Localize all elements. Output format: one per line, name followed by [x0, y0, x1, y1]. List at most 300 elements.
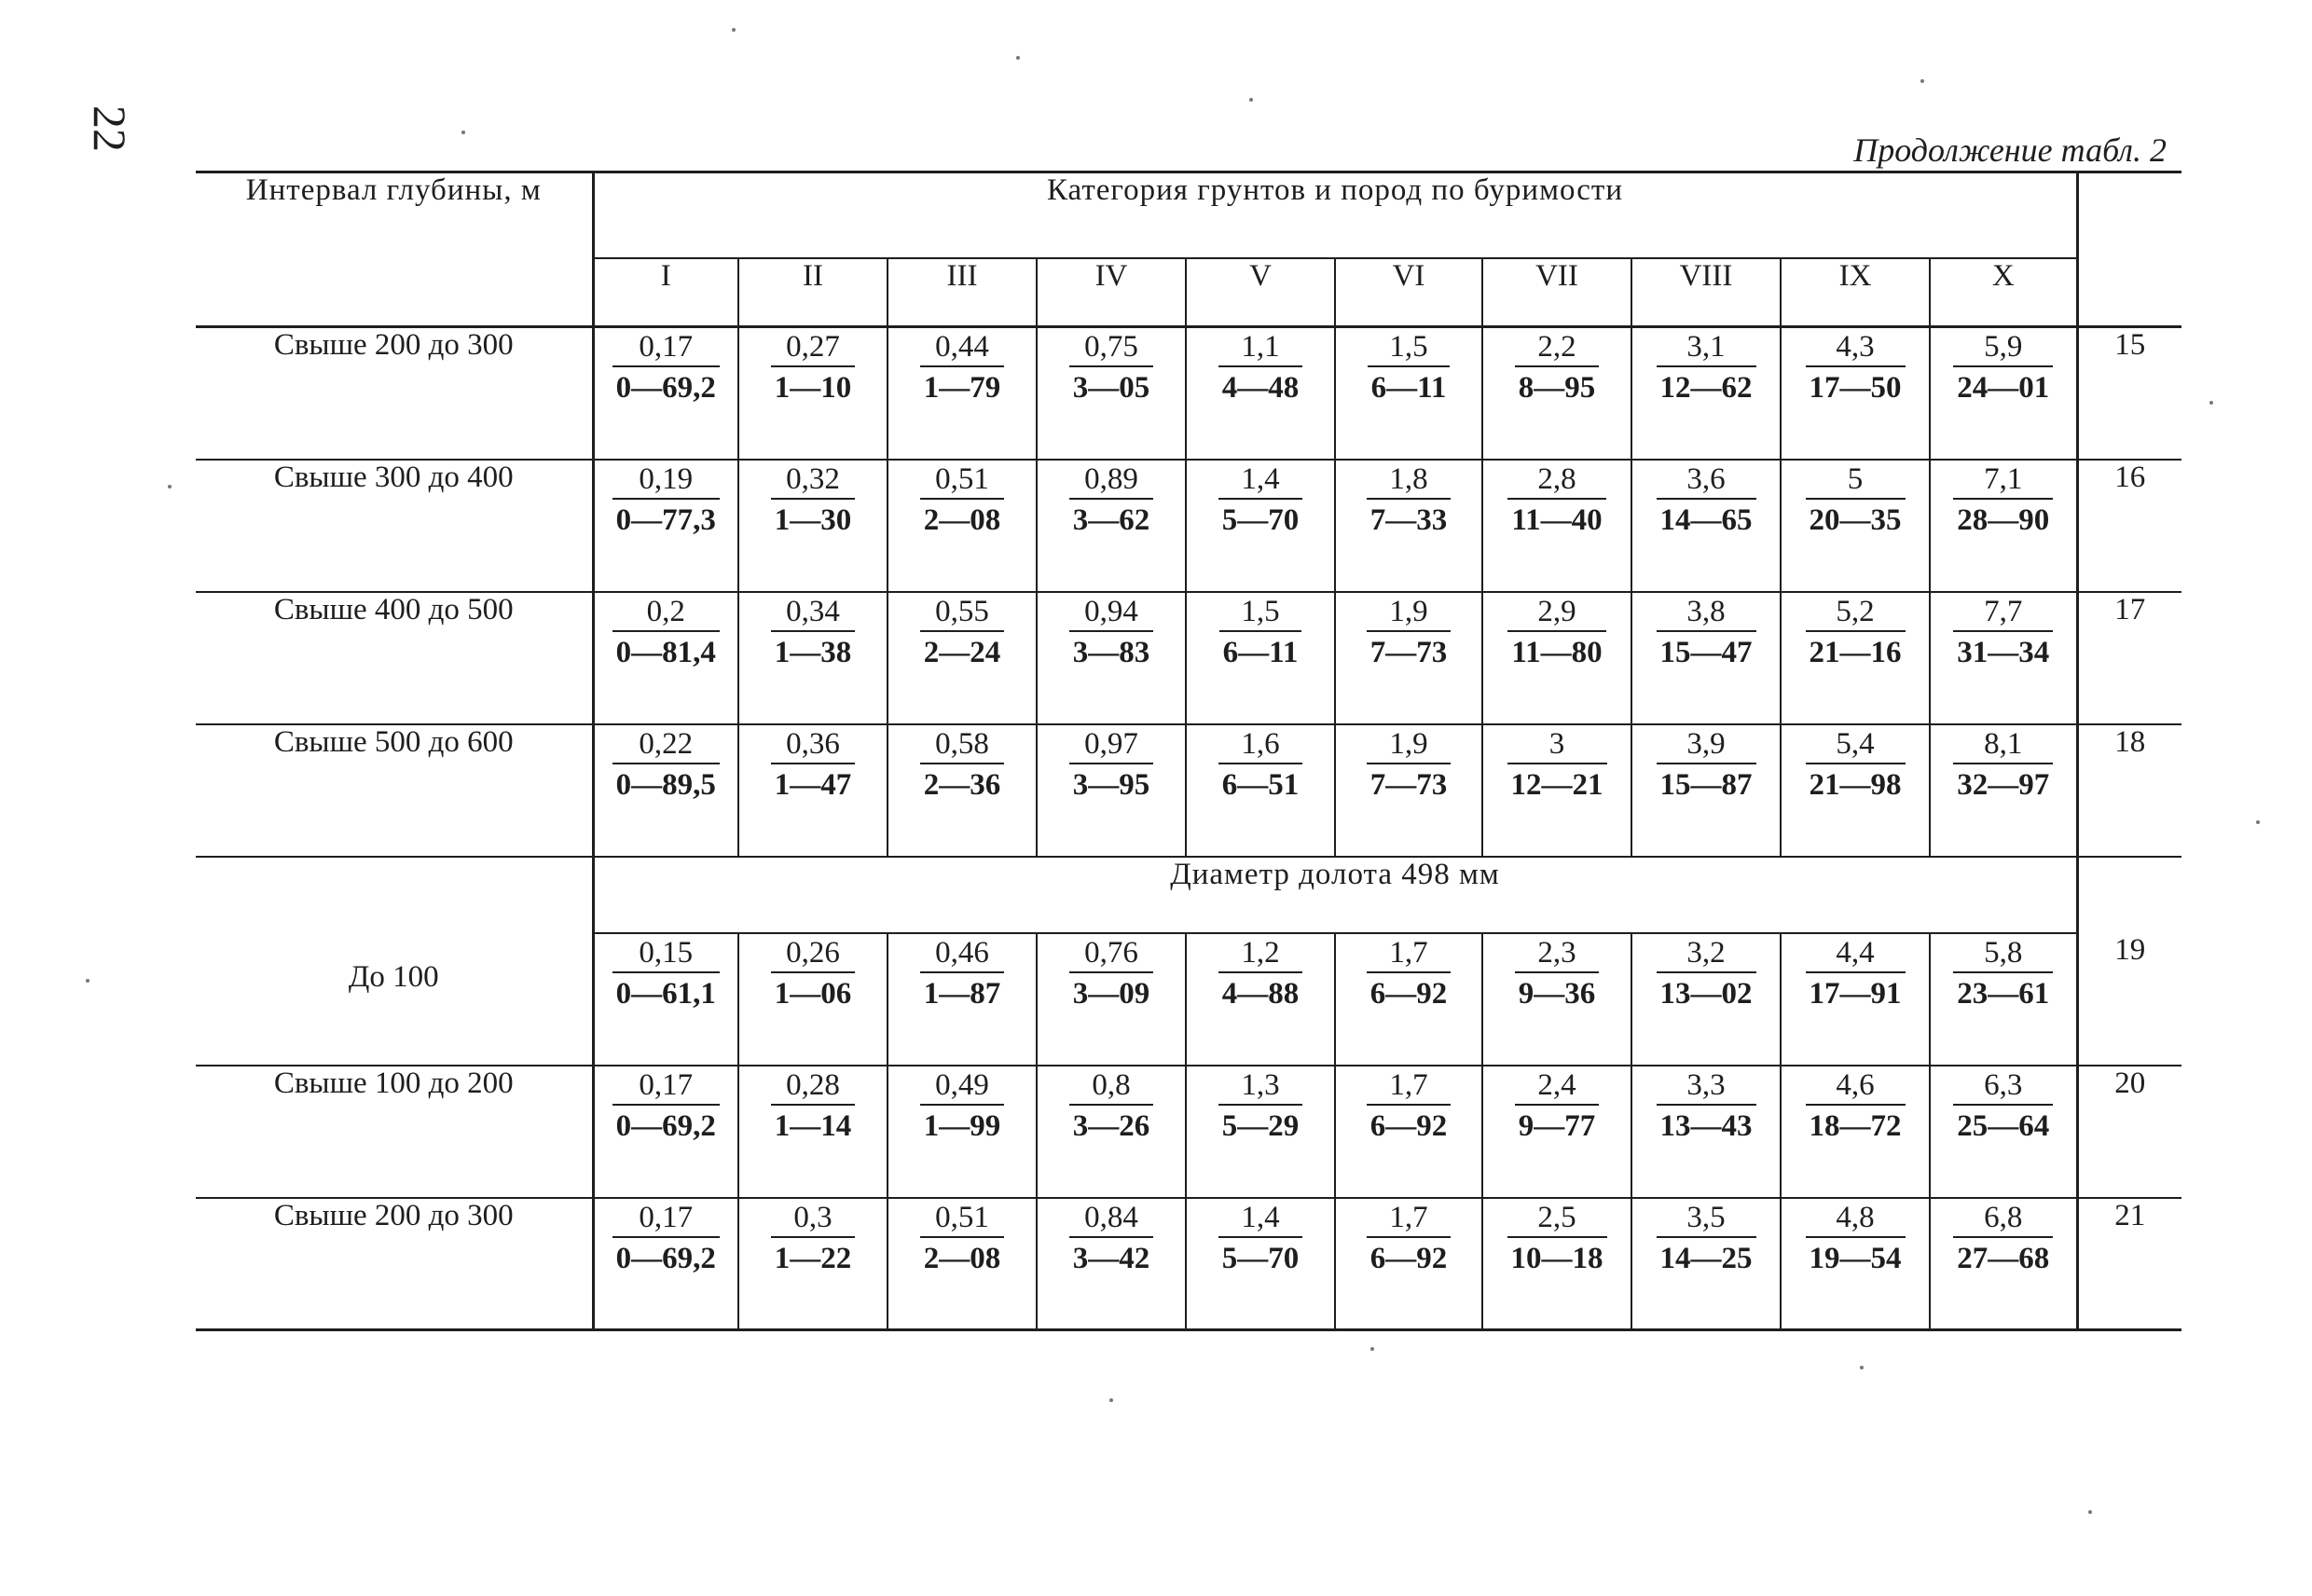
- fraction: [771, 1066, 856, 1147]
- fraction-bottom: 0—69,2: [615, 371, 716, 405]
- data-table: [196, 171, 2181, 1331]
- value-cell: [1186, 460, 1335, 592]
- fraction: [612, 725, 720, 805]
- value-cell: [1631, 592, 1781, 724]
- row-number: 18: [2077, 724, 2181, 857]
- fraction: [1953, 1066, 2053, 1147]
- fraction: [1657, 725, 1756, 805]
- fraction: [1069, 725, 1154, 805]
- fraction-top: 0,55: [920, 593, 1005, 632]
- fraction-top: 1,5: [1368, 328, 1451, 367]
- fraction: [1507, 725, 1607, 805]
- row-number: 17: [2077, 592, 2181, 724]
- fraction-top: 0,19: [612, 461, 720, 500]
- fraction: [771, 593, 856, 673]
- table-row: [196, 327, 2181, 460]
- fraction-top: 3,9: [1657, 725, 1756, 764]
- fraction-top: 2,4: [1515, 1066, 1600, 1106]
- value-cell: [1335, 1066, 1482, 1198]
- fraction-bottom: 5—70: [1221, 502, 1300, 537]
- fraction-bottom: 5—29: [1221, 1108, 1300, 1143]
- value-cell: [1186, 1198, 1335, 1330]
- fraction: [1507, 461, 1605, 541]
- fraction-bottom: 15—87: [1659, 767, 1753, 802]
- fraction-top: 5,2: [1806, 593, 1906, 632]
- value-cell: [1930, 933, 2077, 1066]
- fraction: [771, 461, 856, 541]
- fraction: [1806, 328, 1906, 408]
- value-cell: [738, 1066, 888, 1198]
- value-cell: [1930, 327, 2077, 460]
- fraction: [920, 593, 1005, 673]
- fraction-top: 1,2: [1218, 934, 1303, 973]
- fraction-top: 0,51: [920, 461, 1005, 500]
- category-label: VI: [1335, 258, 1482, 327]
- fraction-bottom: 7—73: [1369, 635, 1448, 669]
- fraction-top: 0,27: [771, 328, 856, 367]
- fraction-bottom: 3—42: [1072, 1241, 1150, 1275]
- fraction-bottom: 3—26: [1072, 1108, 1150, 1143]
- value-cell: [1930, 724, 2077, 857]
- value-cell: [1781, 1066, 1930, 1198]
- fraction-top: 5: [1806, 461, 1906, 500]
- fraction-top: 5,8: [1953, 934, 2053, 973]
- fraction-bottom: 9—36: [1518, 976, 1596, 1011]
- fraction-bottom: 4—88: [1221, 976, 1300, 1011]
- value-cell: [1781, 1198, 1930, 1330]
- fraction-bottom: 10—18: [1510, 1241, 1603, 1275]
- value-cell: [1930, 1066, 2077, 1198]
- depth-interval: Свыше 500 до 600: [196, 724, 593, 857]
- fraction: [771, 328, 856, 408]
- fraction-top: 0,75: [1069, 328, 1154, 367]
- header-row: [196, 172, 2181, 258]
- fraction-top: 2,2: [1515, 328, 1600, 367]
- value-cell: [1482, 327, 1631, 460]
- fraction: [1367, 593, 1452, 673]
- value-cell: [593, 933, 738, 1066]
- fraction-bottom: 1—79: [923, 371, 1001, 405]
- fraction: [1657, 1199, 1756, 1279]
- fraction: [1657, 593, 1756, 673]
- fraction: [1069, 1199, 1154, 1279]
- fraction-bottom: 14—65: [1659, 502, 1753, 537]
- scan-speck: [1920, 79, 1924, 83]
- fraction: [1953, 934, 2053, 1014]
- value-cell: [1781, 592, 1930, 724]
- fraction-top: 3,3: [1657, 1066, 1756, 1106]
- fraction-top: 5,4: [1806, 725, 1906, 764]
- fraction-bottom: 6—11: [1370, 371, 1447, 405]
- fraction: [1806, 725, 1906, 805]
- fraction-bottom: 6—92: [1369, 1241, 1448, 1275]
- category-label: X: [1930, 258, 2077, 327]
- fraction-top: 0,51: [920, 1199, 1005, 1238]
- fraction: [1218, 1199, 1303, 1279]
- fraction: [1367, 1199, 1452, 1279]
- spacer-cell: [2077, 857, 2181, 933]
- scan-speck: [86, 979, 89, 983]
- fraction: [612, 328, 720, 408]
- fraction-top: 0,28: [771, 1066, 856, 1106]
- value-cell: [1482, 933, 1631, 1066]
- value-cell: [593, 724, 738, 857]
- table-row: [196, 1198, 2181, 1330]
- fraction-bottom: 14—25: [1659, 1241, 1753, 1275]
- fraction-top: 7,7: [1953, 593, 2053, 632]
- fraction-top: 0,34: [771, 593, 856, 632]
- category-title: Категория грунтов и пород по буримости: [593, 172, 2077, 258]
- value-cell: [1482, 460, 1631, 592]
- fraction-top: 2,5: [1507, 1199, 1607, 1238]
- fraction: [1806, 593, 1906, 673]
- depth-interval: Свыше 400 до 500: [196, 592, 593, 724]
- fraction-top: 0,44: [920, 328, 1005, 367]
- fraction: [1515, 934, 1600, 1014]
- fraction-top: 1,7: [1367, 1199, 1452, 1238]
- row-number: 21: [2077, 1198, 2181, 1330]
- fraction-top: 0,17: [612, 1199, 720, 1238]
- value-cell: [738, 1198, 888, 1330]
- fraction-bottom: 17—91: [1809, 976, 1902, 1011]
- fraction-top: 4,6: [1806, 1066, 1906, 1106]
- fraction-bottom: 0—77,3: [615, 502, 716, 537]
- fraction-top: 1,6: [1218, 725, 1303, 764]
- fraction-top: 3,5: [1657, 1199, 1756, 1238]
- fraction-top: 0,46: [920, 934, 1005, 973]
- value-cell: [1037, 724, 1186, 857]
- fraction-bottom: 3—05: [1072, 371, 1150, 405]
- value-cell: [1631, 460, 1781, 592]
- fraction-bottom: 11—80: [1511, 635, 1603, 669]
- value-cell: [738, 460, 888, 592]
- fraction-bottom: 3—95: [1072, 767, 1150, 802]
- scan-speck: [1249, 98, 1253, 102]
- fraction-top: 2,9: [1507, 593, 1605, 632]
- fraction: [1218, 725, 1303, 805]
- value-cell: [1186, 1066, 1335, 1198]
- fraction-top: 1,7: [1367, 934, 1452, 973]
- fraction-bottom: 1—99: [923, 1108, 1001, 1143]
- fraction: [1657, 934, 1756, 1014]
- fraction-top: 0,49: [920, 1066, 1005, 1106]
- fraction-bottom: 1—14: [774, 1108, 852, 1143]
- fraction-bottom: 7—33: [1369, 502, 1448, 537]
- row-number: 19: [2077, 933, 2181, 1066]
- fraction: [920, 725, 1005, 805]
- fraction: [771, 725, 856, 805]
- fraction-bottom: 1—10: [774, 371, 852, 405]
- page-number: 22: [84, 105, 136, 152]
- fraction-top: 0,17: [612, 1066, 720, 1106]
- fraction: [1953, 1199, 2053, 1279]
- fraction-bottom: 12—62: [1659, 371, 1753, 405]
- fraction-bottom: 15—47: [1659, 635, 1753, 669]
- fraction: [1069, 934, 1154, 1014]
- fraction: [1953, 461, 2053, 541]
- fraction-bottom: 19—54: [1809, 1241, 1902, 1275]
- scan-speck: [2256, 820, 2260, 824]
- category-label: IX: [1781, 258, 1930, 327]
- value-cell: [1631, 327, 1781, 460]
- value-cell: [1186, 724, 1335, 857]
- category-label: I: [593, 258, 738, 327]
- fraction-top: 1,3: [1218, 1066, 1303, 1106]
- fraction: [612, 461, 720, 541]
- value-cell: [1335, 933, 1482, 1066]
- category-label: IV: [1037, 258, 1186, 327]
- fraction: [1367, 725, 1452, 805]
- fraction: [771, 1199, 856, 1279]
- fraction-bottom: 0—61,1: [615, 976, 716, 1011]
- scan-speck: [732, 28, 736, 32]
- value-cell: [888, 1198, 1037, 1330]
- fraction: [612, 593, 720, 673]
- fraction-bottom: 11—40: [1511, 502, 1603, 537]
- fraction-top: 3,6: [1657, 461, 1756, 500]
- value-cell: [1037, 460, 1186, 592]
- fraction: [920, 328, 1005, 408]
- fraction-top: 3,2: [1657, 934, 1756, 973]
- value-cell: [1631, 1198, 1781, 1330]
- table-row: [196, 592, 2181, 724]
- value-cell: [593, 460, 738, 592]
- fraction-top: 0,97: [1069, 725, 1154, 764]
- value-cell: [1482, 1198, 1631, 1330]
- fraction: [920, 934, 1005, 1014]
- fraction-top: 0,89: [1069, 461, 1154, 500]
- fraction-top: 1,1: [1218, 328, 1303, 367]
- fraction: [771, 934, 856, 1014]
- value-cell: [888, 592, 1037, 724]
- fraction: [920, 461, 1005, 541]
- fraction-bottom: 13—43: [1659, 1108, 1753, 1143]
- fraction-top: 6,3: [1953, 1066, 2053, 1106]
- value-cell: [1930, 1198, 2077, 1330]
- depth-interval: Свыше 200 до 300: [196, 327, 593, 460]
- fraction-bottom: 24—01: [1957, 371, 2050, 405]
- category-label: V: [1186, 258, 1335, 327]
- fraction-bottom: 1—87: [923, 976, 1001, 1011]
- fraction-bottom: 0—69,2: [615, 1108, 716, 1143]
- fraction-top: 0,58: [920, 725, 1005, 764]
- fraction: [1367, 461, 1452, 541]
- value-cell: [888, 724, 1037, 857]
- fraction: [1806, 934, 1906, 1014]
- fraction-top: 3,8: [1657, 593, 1756, 632]
- fraction-top: 1,5: [1219, 593, 1302, 632]
- fraction-bottom: 25—64: [1957, 1108, 2050, 1143]
- table-row: [196, 1066, 2181, 1198]
- fraction-top: 0,3: [771, 1199, 856, 1238]
- fraction-top: 4,4: [1806, 934, 1906, 973]
- fraction-bottom: 3—83: [1072, 635, 1150, 669]
- depth-interval: Свыше 100 до 200: [196, 1066, 593, 1198]
- fraction-bottom: 4—48: [1221, 371, 1300, 405]
- fraction: [1657, 1066, 1756, 1147]
- fraction: [1218, 1066, 1303, 1147]
- fraction-bottom: 3—09: [1072, 976, 1150, 1011]
- row-number: 15: [2077, 327, 2181, 460]
- diameter-title: Диаметр долота 498 мм: [593, 857, 2077, 933]
- fraction-bottom: 6—92: [1369, 976, 1448, 1011]
- fraction-bottom: 1—38: [774, 635, 852, 669]
- fraction: [1515, 328, 1600, 408]
- value-cell: [1037, 1198, 1186, 1330]
- fraction-bottom: 0—81,4: [615, 635, 716, 669]
- table-row: [196, 460, 2181, 592]
- value-cell: [593, 1066, 738, 1198]
- scan-speck: [1109, 1398, 1113, 1402]
- value-cell: [593, 327, 738, 460]
- fraction: [612, 934, 720, 1014]
- value-cell: [738, 933, 888, 1066]
- fraction-top: 1,4: [1218, 461, 1303, 500]
- fraction-top: 0,26: [771, 934, 856, 973]
- value-cell: [593, 592, 738, 724]
- fraction-bottom: 9—77: [1518, 1108, 1596, 1143]
- value-cell: [1186, 933, 1335, 1066]
- scan-speck: [461, 131, 465, 134]
- fraction-bottom: 20—35: [1809, 502, 1902, 537]
- value-cell: [888, 1066, 1037, 1198]
- category-label: VII: [1482, 258, 1631, 327]
- fraction-top: 0,22: [612, 725, 720, 764]
- fraction-bottom: 6—11: [1222, 635, 1299, 669]
- fraction-top: 1,9: [1367, 725, 1452, 764]
- scan-speck: [1016, 56, 1020, 60]
- fraction-bottom: 12—21: [1510, 767, 1603, 802]
- fraction-top: 0,94: [1069, 593, 1154, 632]
- category-label: III: [888, 258, 1037, 327]
- value-cell: [1335, 592, 1482, 724]
- fraction-bottom: 5—70: [1221, 1241, 1300, 1275]
- category-label: VIII: [1631, 258, 1781, 327]
- depth-interval: Свыше 300 до 400: [196, 460, 593, 592]
- scan-speck: [1860, 1366, 1864, 1369]
- value-cell: [1781, 460, 1930, 592]
- value-cell: [738, 327, 888, 460]
- fraction-bottom: 1—22: [774, 1241, 852, 1275]
- fraction-top: 1,4: [1218, 1199, 1303, 1238]
- fraction-bottom: 17—50: [1809, 371, 1902, 405]
- fraction: [1953, 725, 2053, 805]
- fraction: [1657, 461, 1756, 541]
- value-cell: [1781, 724, 1930, 857]
- fraction: [1515, 1066, 1600, 1147]
- value-cell: [1482, 592, 1631, 724]
- fraction-top: 0,84: [1069, 1199, 1154, 1238]
- fraction: [612, 1199, 720, 1279]
- value-cell: [1037, 933, 1186, 1066]
- fraction-top: 5,9: [1953, 328, 2053, 367]
- fraction-top: 0,15: [612, 934, 720, 973]
- value-cell: [888, 933, 1037, 1066]
- value-cell: [1335, 327, 1482, 460]
- fraction-bottom: 1—30: [774, 502, 852, 537]
- fraction: [1953, 328, 2053, 408]
- value-cell: [1335, 724, 1482, 857]
- fraction: [1069, 461, 1154, 541]
- fraction-bottom: 6—51: [1221, 767, 1300, 802]
- fraction-bottom: 21—98: [1809, 767, 1902, 802]
- value-cell: [1037, 327, 1186, 460]
- fraction: [1806, 461, 1906, 541]
- fraction: [1069, 328, 1154, 408]
- fraction: [1806, 1199, 1906, 1279]
- category-label: II: [738, 258, 888, 327]
- fraction-top: 4,8: [1806, 1199, 1906, 1238]
- diameter-row: [196, 857, 2181, 933]
- fraction: [1507, 593, 1605, 673]
- value-cell: [738, 592, 888, 724]
- fraction: [1953, 593, 2053, 673]
- depth-interval: Свыше 200 до 300: [196, 1198, 593, 1330]
- fraction-bottom: 28—90: [1957, 502, 2050, 537]
- fraction-bottom: 31—34: [1957, 635, 2050, 669]
- fraction-bottom: 1—06: [774, 976, 852, 1011]
- value-cell: [1631, 724, 1781, 857]
- fraction-bottom: 2—08: [923, 1241, 1001, 1275]
- fraction: [920, 1066, 1005, 1147]
- fraction-top: 1,9: [1367, 593, 1452, 632]
- fraction-bottom: 2—08: [923, 502, 1001, 537]
- fraction-top: 1,7: [1367, 1066, 1452, 1106]
- fraction-bottom: 7—73: [1369, 767, 1448, 802]
- fraction-top: 6,8: [1953, 1199, 2053, 1238]
- value-cell: [593, 1198, 738, 1330]
- value-cell: [1631, 1066, 1781, 1198]
- fraction-top: 8,1: [1953, 725, 2053, 764]
- value-cell: [1037, 592, 1186, 724]
- value-cell: [1930, 460, 2077, 592]
- fraction-top: 0,8: [1069, 1066, 1154, 1106]
- value-cell: [1482, 724, 1631, 857]
- fraction-bottom: 13—02: [1659, 976, 1753, 1011]
- fraction-top: 4,3: [1806, 328, 1906, 367]
- table-row: [196, 724, 2181, 857]
- fraction-top: 0,17: [612, 328, 720, 367]
- fraction-top: 2,3: [1515, 934, 1600, 973]
- scan-speck: [2209, 401, 2213, 405]
- fraction-bottom: 32—97: [1957, 767, 2050, 802]
- fraction-bottom: 18—72: [1809, 1108, 1902, 1143]
- value-cell: [1631, 933, 1781, 1066]
- fraction: [1367, 1066, 1452, 1147]
- value-cell: [888, 327, 1037, 460]
- fraction: [612, 1066, 720, 1147]
- value-cell: [1186, 327, 1335, 460]
- scan-speck: [2088, 1510, 2092, 1514]
- fraction-bottom: 21—16: [1809, 635, 1902, 669]
- scan-speck: [168, 485, 172, 488]
- row-number: 16: [2077, 460, 2181, 592]
- fraction-top: 0,2: [612, 593, 720, 632]
- value-cell: [1482, 1066, 1631, 1198]
- fraction-bottom: 6—92: [1369, 1108, 1448, 1143]
- interval-header: Интервал глубины, м: [196, 172, 593, 327]
- fraction-bottom: 27—68: [1957, 1241, 2050, 1275]
- fraction: [1218, 328, 1303, 408]
- fraction-top: 2,8: [1507, 461, 1605, 500]
- value-cell: [738, 724, 888, 857]
- value-cell: [1186, 592, 1335, 724]
- fraction: [1368, 328, 1451, 408]
- fraction: [1218, 461, 1303, 541]
- depth-interval: До 100: [196, 857, 593, 1066]
- scan-speck: [1370, 1347, 1374, 1351]
- fraction-bottom: 2—36: [923, 767, 1001, 802]
